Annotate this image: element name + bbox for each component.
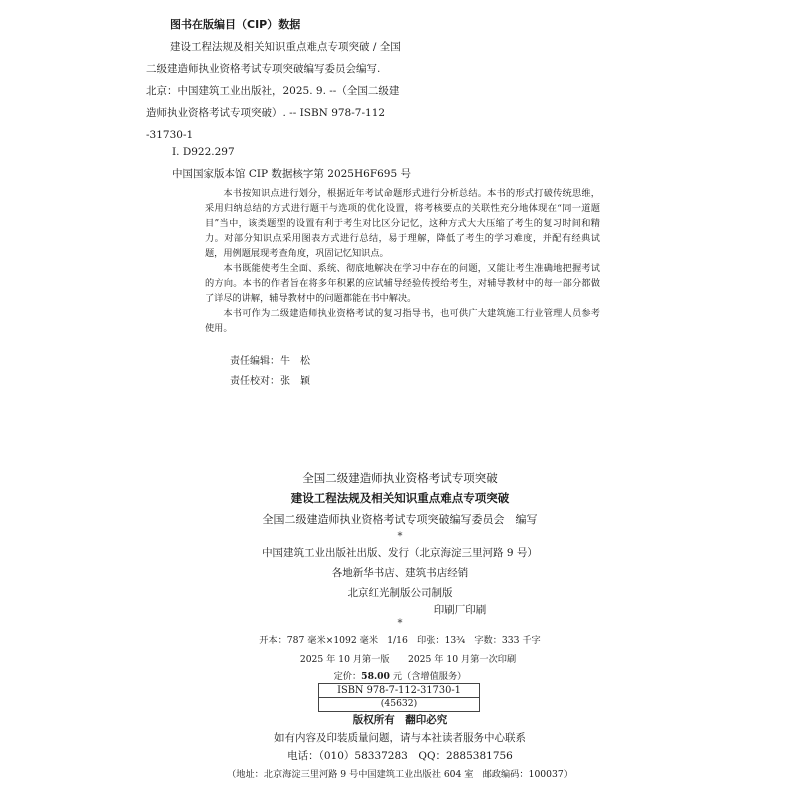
proofreader: 责任校对：张 颖 xyxy=(230,376,310,387)
cip-line: -31730-1 xyxy=(146,129,194,141)
isbn-code: (45632) xyxy=(380,698,418,709)
responsible-editor: 责任编辑：牛 松 xyxy=(230,356,310,367)
publisher: 中国建筑工业出版社出版、发行（北京海淀三里河路 9 号） xyxy=(262,547,538,559)
format-specification: 开本：787 毫米×1092 毫米 1/16 印张：13¾ 字数：333 千字 xyxy=(259,635,541,646)
cip-line: 造师执业资格考试专项突破）. -- ISBN 978-7-112 xyxy=(146,107,386,119)
price-suffix: 元（含增值服务） xyxy=(389,671,467,682)
separator-star: * xyxy=(397,618,403,629)
copyright-notice: 版权所有 翻印必究 xyxy=(352,714,448,726)
typesetter: 北京红光制版公司制版 xyxy=(347,587,453,599)
distributor: 各地新华书店、建筑书店经销 xyxy=(331,567,469,579)
contact-phone: 电话：（010）58337283 QQ：2885381756 xyxy=(287,750,513,762)
edition-info: 2025 年 10 月第一版 2025 年 10 月第一次印刷 xyxy=(299,654,517,665)
series-title: 全国二级建造师执业资格考试专项突破 xyxy=(302,471,498,485)
description-paragraph: 本书按知识点进行划分，根据近年考试命题形式进行分析总结。本书的形式打破传统思维，采用归纳总结的方式进行题干与选项的优化设置，将考核要点的关联性充分地体现在“同一道题目”当中，该类题型的设置有利于考生对比区分记忆，这种方式大大压缩了考生的复习时间和精力。对部分知识点采用图表方式进行总结，易于理解，降低了考生的学习难度，并配有经典试题，用例题展现考查角度，巩固记忆知识点。 xyxy=(205,188,600,259)
book-description xyxy=(205,186,600,336)
book-title: 建设工程法规及相关知识重点难点专项突破 xyxy=(290,491,510,505)
cip-line: 北京：中国建筑工业出版社，2025. 9. --（全国二级建 xyxy=(146,85,400,97)
description-paragraph: 本书既能使考生全面、系统、彻底地解决在学习中存在的问题，又能让考生准确地把握考试的方向。本书的作者旨在将多年积累的应试辅导经验传授给考生，对辅导教材中的每一部分都做了详尽的讲解，辅导教材中的问题都能在书中解决。 xyxy=(205,263,600,304)
contact-address: （地址：北京海淀三里河路 9 号中国建筑工业出版社 604 室 邮政编码：100037） xyxy=(227,769,573,780)
price-value: 58.00 xyxy=(361,671,390,682)
printer: 印刷厂印刷 xyxy=(433,604,487,616)
contact-notice: 如有内容及印装质量问题，请与本社读者服务中心联系 xyxy=(274,732,526,744)
price-label: 定价： xyxy=(333,671,362,682)
cip-heading: 图书在版编目（CIP）数据 xyxy=(170,18,301,31)
cip-line: 二级建造师执业资格考试专项突破编写委员会编写. xyxy=(146,63,381,75)
cip-classification: Ⅰ. D922.297 xyxy=(172,146,235,158)
isbn: ISBN 978-7-112-31730-1 xyxy=(319,685,479,698)
price xyxy=(0,668,800,682)
separator-star: * xyxy=(397,531,403,542)
description-paragraph: 本书可作为二级建造师执业资格考试的复习指导书，也可供广大建筑施工行业管理人员参考使用。 xyxy=(205,308,600,334)
cip-line: 建设工程法规及相关知识重点难点专项突破 / 全国 xyxy=(170,41,401,53)
cip-catalog-number: 中国国家版本馆 CIP 数据核字第 2025H6F695 号 xyxy=(172,168,411,180)
compiler: 全国二级建造师执业资格考试专项突破编写委员会 编写 xyxy=(262,513,538,526)
isbn-box xyxy=(318,683,480,712)
